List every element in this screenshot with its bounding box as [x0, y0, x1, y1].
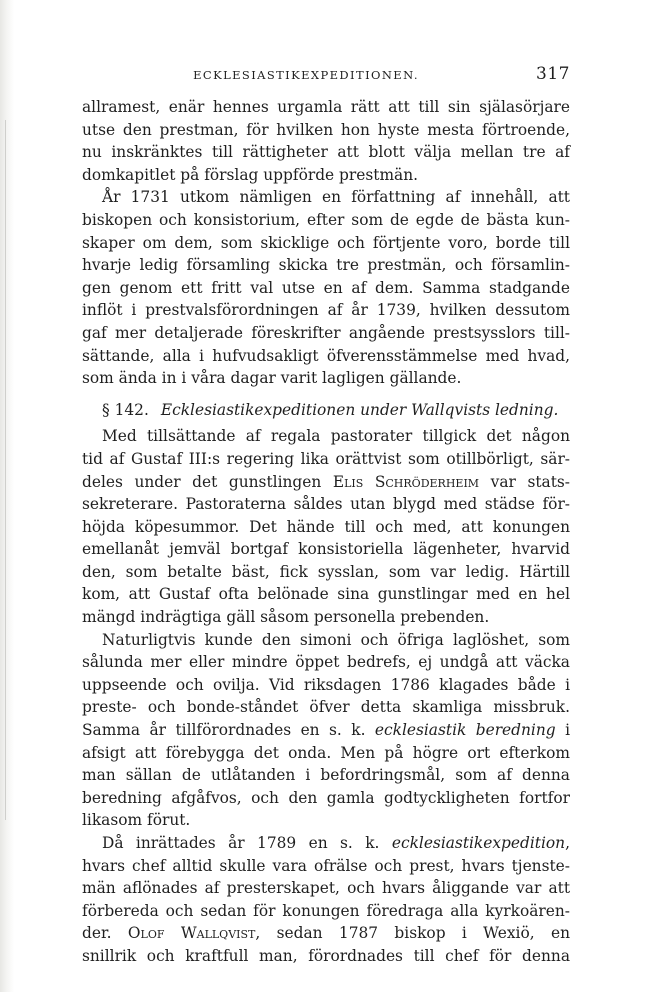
text-line [82, 832, 570, 855]
person-name: Olof Wallqvist [127, 924, 256, 943]
text-line: beredning afgåfvos, och den gamla godtyckligheten fortfor [82, 788, 570, 807]
text-line: afsigt att förebygga det onda. Men på högre ort efterkom [82, 743, 570, 762]
text-line: inflöt i prestvalsförordningen af år 1739, hvilken dessutom [82, 301, 570, 320]
page-number: 317 [536, 64, 570, 84]
text-line: År 1731 utkom nämligen en författning af innehåll, att [102, 188, 570, 207]
italic-term: ecklesiastikexpedition [391, 834, 566, 852]
text-line [82, 471, 570, 494]
person-name: Elis Schröderheim [332, 472, 480, 491]
scan-gutter [0, 0, 14, 992]
text-line: Naturligtvis kunde den simoni och öfriga laglöshet, som [102, 630, 570, 649]
italic-term: ecklesiastik beredning [374, 721, 556, 740]
text-line: nu inskränktes till rättigheter att blott välja mellan tre af [82, 143, 570, 162]
text-line: preste- och bonde-ståndet öfver detta skamliga missbruk. [82, 698, 570, 717]
text-run: Då inrättades år 1789 en s. k. [102, 834, 380, 852]
text-line: tid af Gustaf III:s regering lika orättvist som otillbörligt, sär- [82, 449, 570, 468]
scan-gutter-line [5, 120, 6, 820]
text-run: i [565, 721, 570, 740]
page-header [82, 64, 570, 86]
text-line: kom, att Gustaf ofta belönade sina gunstlingar med en hel [82, 585, 570, 604]
text-line [82, 922, 570, 945]
text-line: man sällan de utlåtanden i befordringsmål, som af denna [82, 766, 570, 785]
section-heading [82, 399, 570, 422]
section-title: Ecklesiastikexpeditionen under Wallqvists ledning. [160, 400, 559, 419]
text-run: , sedan 1787 biskop i Wexiö, en [255, 924, 570, 943]
text-line: sekreterare. Pastoraterna såldes utan blygd med städse för- [82, 495, 570, 514]
text-line: uppseende och ovilja. Vid riksdagen 1786 klagades både i [82, 675, 570, 694]
text-line: emellanåt jemväl bortgaf konsistoriella lägenheter, hvarvid [82, 540, 570, 559]
text-line: som ända in i våra dagar varit lagligen gällande. [82, 369, 462, 388]
text-line: män aflönades af presterskapet, och hvars åliggande var att [82, 879, 570, 898]
text-line: hvarje ledig församling skicka tre prestmän, och församlin- [82, 256, 570, 275]
text-line: likasom förut. [82, 811, 191, 830]
text-line: sålunda mer eller mindre öppet bedrefs, ej undgå att väcka [82, 653, 570, 672]
text-line: mängd indrägtiga gäll såsom personella prebenden. [82, 608, 490, 627]
text-run: Samma år tillförordnades en s. k. [82, 721, 366, 740]
text-line [82, 719, 570, 742]
running-title: ECKLESIASTIKEXPEDITIONEN. [193, 68, 419, 82]
text-run: , [565, 834, 570, 852]
text-run: der. [82, 924, 112, 943]
text-line: sättande, alla i hufvudsakligt öfverensstämmelse med hvad, [82, 346, 570, 365]
text-line: hvars chef alltid skulle vara ofrälse och prest, hvars tjenste- [82, 856, 570, 875]
text-line: snillrik och kraftfull man, förordnades till chef för denna [82, 946, 570, 965]
text-line: allramest, enär hennes urgamla rätt att till sin själasörjare [82, 98, 570, 116]
text-line: domkapitlet på förslag uppförde prestmän. [82, 165, 419, 184]
text-line: förbereda och sedan för konungen föredraga alla kyrkoären- [82, 901, 570, 920]
text-line: gaf mer detaljerade föreskrifter angående prestsysslors till- [82, 323, 570, 342]
text-line: höjda köpesummor. Det hände till och med, att konungen [82, 517, 570, 536]
text-line: Med tillsättande af regala pastorater tillgick det någon [102, 427, 570, 446]
text-line: gen genom ett fritt val utse en af dem. Samma stadgande [82, 278, 570, 297]
text-line: utse den prestman, för hvilken hon hyste mesta förtroende, [82, 120, 570, 139]
section-number: § 142. [102, 400, 149, 419]
text-line: skaper om dem, som skicklige och förtjente voro, borde till [82, 233, 570, 252]
text-run: deles under det gunstlingen [82, 472, 322, 491]
text-line: den, som betalte bäst, fick sysslan, som var ledig. Härtill [82, 562, 570, 581]
text-run: var stats- [490, 472, 570, 491]
body-text [82, 96, 570, 968]
text-line: biskopen och konsistorium, efter som de egde de bästa kun- [82, 210, 570, 229]
